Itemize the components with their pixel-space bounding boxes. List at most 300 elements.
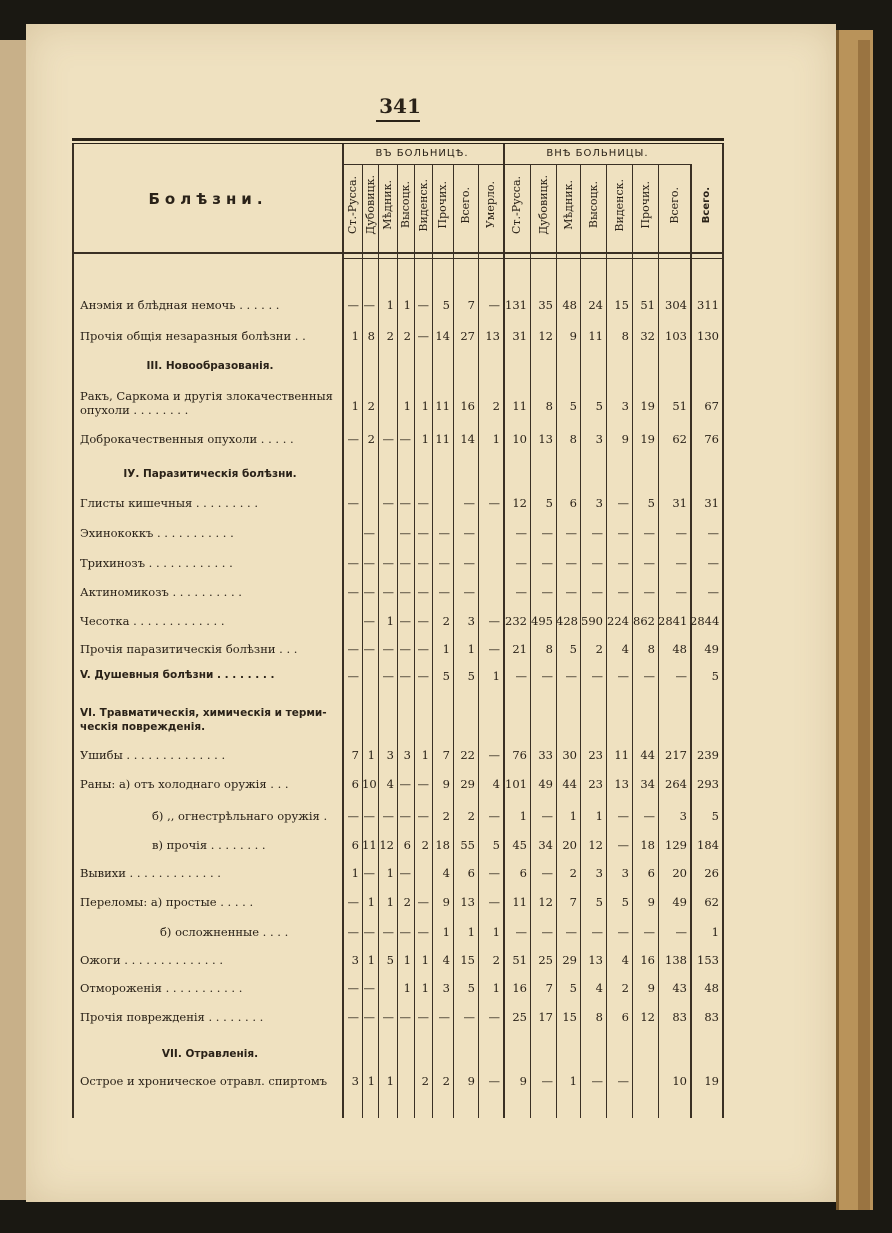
table-cell: — (707, 556, 719, 570)
table-cell: 25 (512, 1010, 527, 1024)
table-cell: 76 (704, 432, 719, 446)
column-rule (342, 144, 344, 1118)
table-cell: 1 (519, 809, 527, 823)
table-cell: 51 (640, 298, 655, 312)
row-label: Прочія паразитическія болѣзни . . . (80, 642, 298, 656)
table-cell: 12 (538, 895, 553, 909)
column-header-label: Дубовицк. (363, 175, 377, 235)
table-cell: — (347, 585, 359, 599)
column-header (606, 160, 632, 250)
table-cell: 304 (665, 298, 687, 312)
table-cell: 11 (588, 329, 603, 343)
table-cell: 12 (588, 838, 603, 852)
table-cell: 13 (588, 953, 603, 967)
table-cell: — (463, 556, 475, 570)
table-cell: 1 (492, 925, 500, 939)
book-edge-shadow (858, 40, 870, 1210)
table-cell: 3 (386, 748, 394, 762)
table-cell: — (617, 838, 629, 852)
table-cell: — (382, 432, 394, 446)
table-cell: 11 (512, 399, 527, 413)
table-cell: 6 (569, 496, 577, 510)
table-cell: 55 (460, 838, 475, 852)
table-cell: 31 (704, 496, 719, 510)
table-cell: 48 (704, 981, 719, 995)
table-cell: 5 (569, 399, 577, 413)
table-cell: — (515, 556, 527, 570)
table-cell: 130 (697, 329, 719, 343)
table-cell: 19 (640, 432, 655, 446)
table-cell: — (347, 298, 359, 312)
table-cell: — (399, 809, 411, 823)
table-cell: 224 (607, 614, 629, 628)
table-cell: — (515, 526, 527, 540)
column-header-label: Ст.-Русса. (510, 176, 523, 234)
table-cell: 7 (569, 895, 577, 909)
column-header-label: Умерло. (484, 181, 497, 229)
table-cell: 1 (421, 399, 429, 413)
column-header-label: Всего. (667, 186, 681, 224)
table-cell: 1 (403, 953, 411, 967)
table-cell: — (382, 496, 394, 510)
table-cell: — (347, 432, 359, 446)
table-cell: 153 (697, 953, 719, 967)
table-cell: — (488, 895, 500, 909)
table-cell: 7 (467, 298, 475, 312)
table-cell: 1 (386, 866, 394, 880)
table-cell: 8 (545, 399, 553, 413)
table-cell: 1 (569, 1074, 577, 1088)
table-cell: 8 (569, 432, 577, 446)
table-cell: — (463, 1010, 475, 1024)
group-header-out-hospital: ВНѢ БОЛЬНИЦЫ. (546, 148, 649, 159)
row-label: Ожоги . . . . . . . . . . . . . . (80, 953, 223, 967)
table-cell: 1 (386, 614, 394, 628)
table-cell: 8 (647, 642, 655, 656)
table-cell: 31 (512, 329, 527, 343)
table-cell: — (643, 925, 655, 939)
table-cell: — (417, 669, 429, 683)
table-cell: 29 (460, 777, 475, 791)
table-cell: 2 (569, 866, 577, 880)
table-cell: — (363, 556, 375, 570)
table-cell: 27 (460, 329, 475, 343)
table-cell: — (417, 1010, 429, 1024)
table-cell: 12 (512, 496, 527, 510)
header-sub-rule (342, 258, 722, 259)
table-cell: 29 (562, 953, 577, 967)
table-cell: — (417, 496, 429, 510)
table-cell: 67 (704, 399, 719, 413)
table-cell: — (565, 925, 577, 939)
table-cell: 8 (595, 1010, 603, 1024)
table-cell: — (515, 585, 527, 599)
table-cell: — (417, 895, 429, 909)
column-header (342, 160, 362, 250)
group-header-in-hospital: ВЪ БОЛЬНИЦѢ. (375, 148, 469, 159)
table-cell: 3 (595, 866, 603, 880)
table-cell: — (347, 895, 359, 909)
table-cell: 13 (614, 777, 629, 791)
table-cell: — (488, 866, 500, 880)
page-number: 341 (379, 94, 421, 118)
table-cell: — (399, 432, 411, 446)
table-cell: — (399, 556, 411, 570)
table-cell: 6 (519, 866, 527, 880)
table-cell: — (541, 526, 553, 540)
table-cell: 34 (538, 838, 553, 852)
table-cell: 7 (351, 748, 359, 762)
table-cell: — (541, 809, 553, 823)
table-cell: 1 (467, 642, 475, 656)
column-header (453, 160, 478, 250)
table-cell: 1 (492, 432, 500, 446)
column-header-label: Прочих. (436, 181, 449, 229)
table-cell: — (347, 642, 359, 656)
table-top-rule-thin (72, 143, 724, 144)
table-cell: 1 (421, 748, 429, 762)
table-cell: — (565, 556, 577, 570)
table-cell: 3 (467, 614, 475, 628)
table-cell: 6 (351, 777, 359, 791)
row-label: Переломы: а) простые . . . . . (80, 895, 254, 909)
column-header (362, 160, 378, 250)
section-heading: III. Новообразованія. (146, 360, 274, 372)
table-cell: 25 (538, 953, 553, 967)
table-cell: — (591, 556, 603, 570)
table-cell: — (363, 925, 375, 939)
section-heading: VI. Травматическія, химическія и терми-ческія поврежденія. (80, 707, 327, 733)
table-cell: 83 (672, 1010, 687, 1024)
table-cell: 2 (442, 809, 450, 823)
table-cell: 18 (640, 838, 655, 852)
table-cell: 12 (379, 838, 394, 852)
table-cell: — (643, 585, 655, 599)
table-cell: 7 (442, 748, 450, 762)
table-cell: 1 (442, 642, 450, 656)
table-cell: — (382, 809, 394, 823)
table-cell: 1 (367, 1074, 375, 1088)
table-cell: 6 (647, 866, 655, 880)
table-cell: 1 (492, 669, 500, 683)
table-cell: — (675, 556, 687, 570)
table-cell: 3 (679, 809, 687, 823)
table-cell: 1 (351, 866, 359, 880)
table-cell: 590 (581, 614, 603, 628)
table-cell: 11 (512, 895, 527, 909)
table-cell: — (399, 866, 411, 880)
table-cell: 32 (640, 329, 655, 343)
table-cell: — (399, 526, 411, 540)
table-cell: — (617, 496, 629, 510)
table-cell: 5 (621, 895, 629, 909)
table-cell: — (617, 1074, 629, 1088)
table-cell: 6 (403, 838, 411, 852)
table-cell: 2 (595, 642, 603, 656)
table-cell: 13 (538, 432, 553, 446)
table-cell: 1 (351, 329, 359, 343)
table-cell: 1 (421, 981, 429, 995)
column-header (658, 160, 690, 250)
table-cell: — (417, 556, 429, 570)
table-cell: 11 (435, 399, 450, 413)
table-cell: 3 (351, 953, 359, 967)
table-cell: 3 (621, 399, 629, 413)
row-label: Ракъ, Саркома и другія злокачественныя опухоли . . . . . . . . (80, 389, 333, 417)
table-title: Болѣзни. (148, 190, 268, 208)
table-cell: 8 (621, 329, 629, 343)
table-cell: — (363, 614, 375, 628)
table-cell: — (617, 556, 629, 570)
row-label: Прочія поврежденія . . . . . . . . (80, 1010, 264, 1024)
column-header-label: Дубовицк. (536, 175, 550, 235)
row-label: Острое и хроническое отравл. спиртомъ (80, 1074, 328, 1088)
column-header-label: Мѣдник. (561, 180, 575, 230)
table-cell: — (565, 585, 577, 599)
table-cell: — (363, 809, 375, 823)
table-cell: 9 (621, 432, 629, 446)
table-cell: 62 (672, 432, 687, 446)
table-cell: — (488, 496, 500, 510)
table-cell: 9 (442, 777, 450, 791)
table-cell: 2 (367, 399, 375, 413)
table-cell: — (417, 809, 429, 823)
table-cell: 4 (621, 642, 629, 656)
table-cell: 23 (588, 777, 603, 791)
table-cell: — (417, 642, 429, 656)
table-cell: 49 (704, 642, 719, 656)
table-cell: — (541, 669, 553, 683)
table-top-rule (72, 138, 724, 141)
column-rule (722, 144, 724, 1118)
table-cell: — (565, 669, 577, 683)
table-cell: 217 (665, 748, 687, 762)
row-label: Эхинококкъ . . . . . . . . . . . (80, 526, 234, 540)
row-label: б) ,, огнестрѣльнаго оружія . (152, 809, 328, 823)
table-cell: — (591, 1074, 603, 1088)
table-cell: 76 (512, 748, 527, 762)
table-cell: 44 (562, 777, 577, 791)
table-cell: 9 (467, 1074, 475, 1088)
table-cell: 5 (467, 669, 475, 683)
table-cell: — (417, 614, 429, 628)
table-cell: 19 (704, 1074, 719, 1088)
table-cell: — (347, 981, 359, 995)
table-cell: — (363, 526, 375, 540)
table-cell: 9 (647, 895, 655, 909)
table-cell: 1 (403, 298, 411, 312)
row-label: Глисты кишечныя . . . . . . . . . (80, 496, 259, 510)
table-cell: 862 (633, 614, 655, 628)
table-cell: 16 (460, 399, 475, 413)
table-cell: 5 (442, 298, 450, 312)
table-left-border (72, 144, 74, 1118)
table-cell: — (675, 526, 687, 540)
table-cell: 12 (640, 1010, 655, 1024)
table-cell: — (363, 866, 375, 880)
table-cell: — (488, 1010, 500, 1024)
table-cell: 3 (351, 1074, 359, 1088)
row-label: Актиномикозъ . . . . . . . . . . (80, 585, 242, 599)
table-cell: — (541, 925, 553, 939)
table-cell: 11 (435, 432, 450, 446)
table-cell: 1 (421, 953, 429, 967)
table-cell: 6 (351, 838, 359, 852)
table-cell: 4 (492, 777, 500, 791)
table-cell: — (399, 496, 411, 510)
table-cell: 103 (665, 329, 687, 343)
table-cell: 2 (442, 614, 450, 628)
table-cell: 16 (640, 953, 655, 967)
table-cell: 9 (647, 981, 655, 995)
row-label: Чесотка . . . . . . . . . . . . . (80, 614, 225, 628)
table-cell: 5 (442, 669, 450, 683)
table-cell: 264 (665, 777, 687, 791)
table-cell: 51 (512, 953, 527, 967)
table-cell: 5 (386, 953, 394, 967)
table-cell: — (617, 809, 629, 823)
table-cell: 8 (545, 642, 553, 656)
table-cell: 20 (672, 866, 687, 880)
table-cell: 1 (442, 925, 450, 939)
table-cell: 1 (367, 748, 375, 762)
table-cell: 34 (640, 777, 655, 791)
table-cell: 5 (569, 981, 577, 995)
table-cell: 232 (505, 614, 527, 628)
column-header-label: Ст.-Русса. (345, 176, 359, 234)
left-page-edge (0, 40, 28, 1200)
table-cell: 5 (647, 496, 655, 510)
section-heading: IУ. Паразитическія болѣзни. (123, 468, 297, 480)
table-cell: 4 (595, 981, 603, 995)
table-cell: 18 (435, 838, 450, 852)
table-cell: 5 (545, 496, 553, 510)
column-header-label: Всего. (700, 186, 712, 224)
table-cell: 14 (435, 329, 450, 343)
table-cell: 35 (538, 298, 553, 312)
table-cell: 2 (621, 981, 629, 995)
table-cell: 2 (492, 399, 500, 413)
table-cell: 48 (672, 642, 687, 656)
table-cell: 1 (386, 298, 394, 312)
table-cell: 83 (704, 1010, 719, 1024)
table-cell: 5 (569, 642, 577, 656)
page-number-underline (376, 120, 420, 122)
table-cell: — (675, 925, 687, 939)
table-cell: — (643, 556, 655, 570)
section-heading: V. Душевныя болѣзни . . . . . . . . (80, 669, 275, 681)
table-cell: 14 (460, 432, 475, 446)
row-label: Ушибы . . . . . . . . . . . . . . (80, 748, 226, 762)
row-label: Прочія общія незаразныя болѣзни . . (80, 329, 306, 343)
table-cell: 1 (351, 399, 359, 413)
table-cell: — (591, 669, 603, 683)
table-cell: — (463, 526, 475, 540)
table-cell: 3 (595, 432, 603, 446)
table-cell: — (382, 925, 394, 939)
table-cell: 1 (595, 809, 603, 823)
table-cell: — (399, 1010, 411, 1024)
table-cell: 15 (614, 298, 629, 312)
column-header (530, 160, 556, 250)
table-cell: — (347, 925, 359, 939)
table-cell: 10 (362, 777, 377, 791)
table-cell: 13 (460, 895, 475, 909)
table-cell: 21 (512, 642, 527, 656)
table-cell: 43 (672, 981, 687, 995)
table-cell: 2 (492, 953, 500, 967)
table-cell: — (438, 526, 450, 540)
table-cell: — (399, 669, 411, 683)
table-cell: — (617, 669, 629, 683)
table-cell: 5 (711, 669, 719, 683)
table-cell: — (591, 925, 603, 939)
table-cell: — (363, 642, 375, 656)
table-cell: — (417, 925, 429, 939)
table-cell: 5 (595, 399, 603, 413)
table-cell: 3 (403, 748, 411, 762)
table-cell: 239 (697, 748, 719, 762)
table-cell: — (347, 809, 359, 823)
table-cell: — (488, 298, 500, 312)
table-cell: 10 (672, 1074, 687, 1088)
table-cell: 2 (442, 1074, 450, 1088)
table-cell: — (417, 298, 429, 312)
row-label: Вывихи . . . . . . . . . . . . . (80, 866, 221, 880)
table-cell: 33 (538, 748, 553, 762)
table-cell: — (617, 925, 629, 939)
row-label: б) осложненные . . . . (160, 925, 289, 939)
table-cell: 129 (665, 838, 687, 852)
table-cell: 1 (421, 432, 429, 446)
row-label: Доброкачественныя опухоли . . . . . (80, 432, 294, 446)
table-cell: — (363, 585, 375, 599)
column-header (580, 160, 606, 250)
table-cell: 6 (467, 866, 475, 880)
table-cell: — (515, 669, 527, 683)
table-cell: — (617, 526, 629, 540)
table-cell: — (463, 496, 475, 510)
row-label: Отмороженія . . . . . . . . . . . (80, 981, 243, 995)
table-cell: — (382, 642, 394, 656)
table-cell: 24 (588, 298, 603, 312)
table-cell: 1 (467, 925, 475, 939)
table-cell: 4 (386, 777, 394, 791)
column-rule (503, 144, 505, 1118)
table-cell: 2841 (658, 614, 688, 628)
column-header (690, 160, 722, 250)
table-cell: — (399, 585, 411, 599)
table-cell: 30 (562, 748, 577, 762)
table-cell: 15 (460, 953, 475, 967)
table-cell: — (541, 866, 553, 880)
table-cell: — (363, 1010, 375, 1024)
table-cell: 1 (403, 981, 411, 995)
table-cell: 2 (467, 809, 475, 823)
table-cell: 1 (711, 925, 719, 939)
table-cell: 131 (505, 298, 527, 312)
table-cell: 26 (704, 866, 719, 880)
table-cell: — (488, 1074, 500, 1088)
table-cell: 10 (512, 432, 527, 446)
column-header (478, 160, 503, 250)
table-cell: — (617, 585, 629, 599)
table-cell: — (541, 1074, 553, 1088)
table-cell: — (643, 809, 655, 823)
table-cell: 5 (492, 838, 500, 852)
table-cell: — (438, 556, 450, 570)
table-cell: 3 (621, 866, 629, 880)
